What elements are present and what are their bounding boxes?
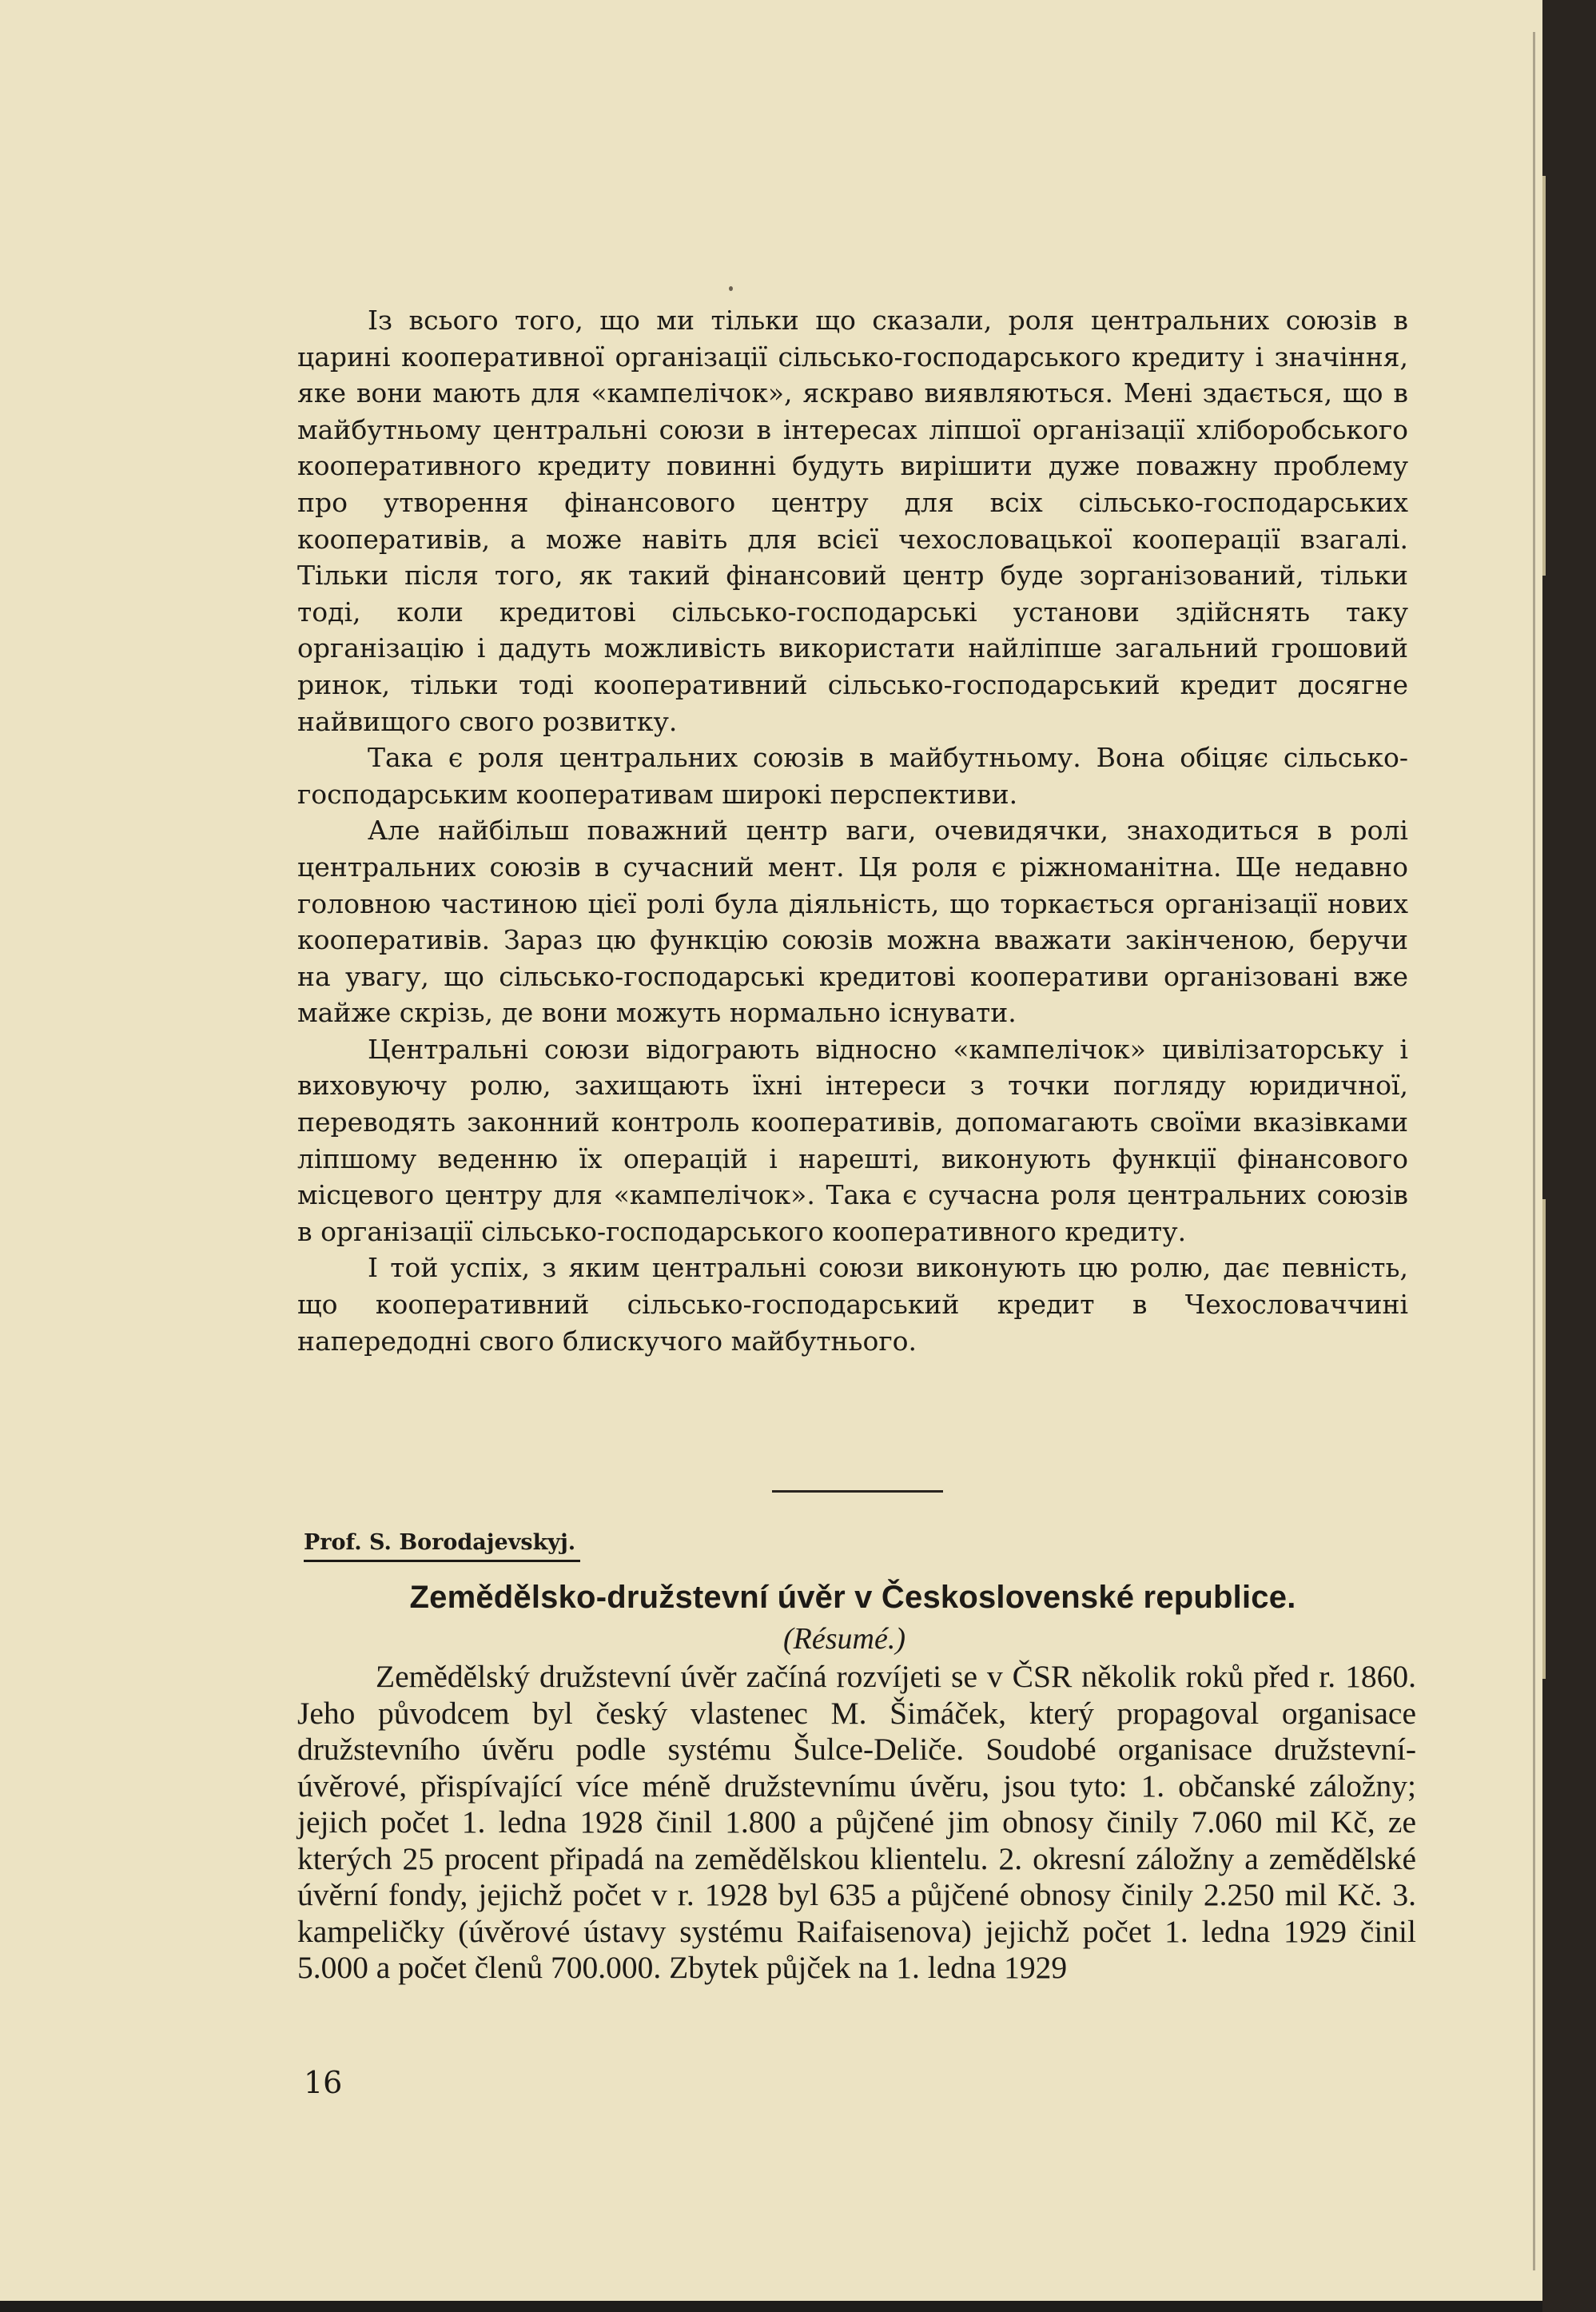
article-body: Zemědělský družstevní úvěr začíná rozvíjeti se v ČSR několik roků před r. 1860. Jeho původcem byl český vlastenec M. Šimáček, který propagoval organisace družstevního úvěru podle systému Šulce-Deliče. Soudobé organisace družstevní-úvěrové, přispívající více méně družstevnímu úvěru, jsou tyto: 1. občanské záložny; jejich počet 1. ledna 1928 činil 1.800 a půjčené jim obnosy činily 7.060 mil Kč, ze kterých 25 procent připadá na zemědělskou klientelu. 2. okresní záložny a zemědělské úvěrní fondy, jejichž počet v r. 1928 byl 635 a půjčené obnosy činily 2.250 mil Kč. 3. kampeličky (úvěrové ústavy systému Raifaisenova) jejichž počet 1. ledna 1929 činil 5.000 a počet členů 700.000. Zbytek půjček na 1. ledna 1929 [297, 1659, 1416, 1985]
ukrainian-text-block [297, 302, 1408, 1359]
section-separator [772, 1490, 943, 1493]
page-number: 16 [304, 2065, 343, 2100]
paragraph: Така є роля центральних союзів в майбутньому. Вона обіцяє сільсько-господарським кооперативам широкі перспективи. [297, 742, 1408, 810]
paragraph: Центральні союзи відограють відносно «кампелічок» цивілізаторську і виховуючу ролю, захищають їхні інтереси з точки погляду юридичної, переводять законний контроль кооперативів, допомагають своїми вказівками ліпшому веденню їх операцій і нарешті, виконують функції фінансового місцевого центру для «кампелічок». Така є сучасна роля центральних союзів в організації сільсько-господарського кооперативного кредиту. [297, 1033, 1408, 1247]
paragraph: Але найбільш поважний центр ваги, очевидячки, знаходиться в ролі центральних союзів в сучасний мент. Ця роля є ріжноманітна. Ще недавно головною частиною цієї ролі була діяльність, що торкається організації нових кооперативів. Зараз цю функцію союзів можна вважати закінченою, беручи на увагу, що сільсько-господарські кредитові кооперативи організовані вже майже скрізь, де вони можуть нормально існувати. [297, 815, 1408, 1029]
print-speck [729, 286, 733, 291]
paragraph: Із всього того, що ми тільки що сказали, роля центральних союзів в царині кооперативної організації сільсько-господарського кредиту і значіння, яке вони мають для «кампелічок», яскраво виявляються. Мені здається, що в майбутньому центральні союзи в інтересах ліпшої організації хліборобського кооперативного кредиту повинні будуть вирішити дуже поважну проблему про утворення фінансового центру для всіх сільсько-господарських кооперативів, а може навіть для всієї чехословацької кооперації взагалі. Тільки після того, як такий фінансовий центр буде зорганізований, тільки тоді, коли кредитові сільсько-господарські установи здійснять таку організацію і дадуть можливість використати найліпше загальний грошовий ринок, тільки тоді кооперативний сільсько-господарський кредит досягне найвищого свого розвитку. [297, 305, 1408, 737]
page-edge-mark [1542, 176, 1546, 576]
article-author: Prof. S. Borodajevskyj. [304, 1530, 580, 1562]
scan-background [1542, 0, 1596, 2312]
paragraph: І той успіх, з яким центральні союзи виконують цю ролю, дає певність, що кооперативний сільсько-господарський кредит в Чехословаччині напередодні свого блискучого майбутнього. [297, 1252, 1408, 1357]
article-title: Zemědělsko-družstevní úvěr v Československé republice. [409, 1580, 1296, 1615]
page-edge-mark [1542, 1199, 1546, 1679]
page-edge-shadow [1533, 32, 1535, 2270]
article-subtitle: (Résumé.) [783, 1622, 905, 1656]
